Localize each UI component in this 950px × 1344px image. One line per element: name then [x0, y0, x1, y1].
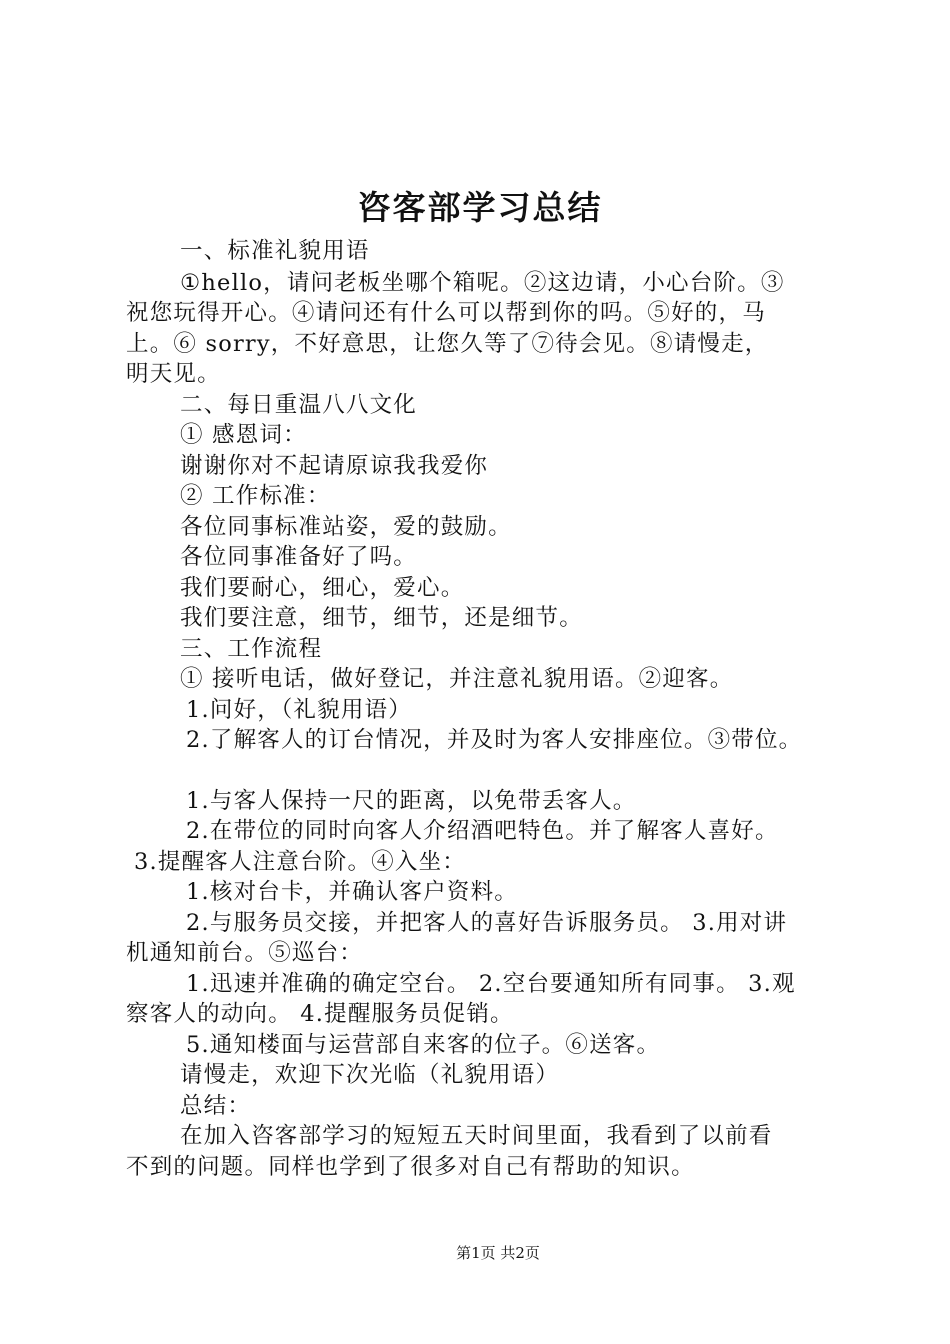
summary-heading: 总结：	[180, 1093, 252, 1119]
body-line: 5.通知楼面与运营部自来客的位子。⑥送客。	[186, 1032, 661, 1058]
body-line: 1.问好，（礼貌用语）	[186, 697, 412, 723]
body-line: 在加入咨客部学习的短短五天时间里面，我看到了以前看	[180, 1123, 773, 1149]
body-line: 明天见。	[126, 361, 221, 387]
body-line: 机通知前台。⑤巡台：	[126, 940, 364, 966]
body-line: 2.在带位的同时向客人介绍酒吧特色。并了解客人喜好。	[186, 818, 779, 844]
body-line: 谢谢你对不起请原谅我我爱你	[180, 453, 489, 479]
section-heading-3: 三、工作流程	[180, 636, 323, 662]
body-line: 我们要耐心，细心，爱心。	[180, 575, 465, 601]
body-line: ① 感恩词：	[180, 422, 307, 448]
body-line: 2.了解客人的订台情况，并及时为客人安排座位。③带位。	[186, 727, 803, 753]
body-line: ② 工作标准：	[180, 483, 331, 509]
document-title: 咨客部学习总结	[357, 188, 603, 227]
body-line: 上。⑥ sorry，不好意思，让您久等了⑦待会见。⑧请慢走，	[126, 331, 769, 357]
page-number-footer: 第1页 共2页	[456, 1244, 540, 1262]
body-line: ① 接听电话，做好登记，并注意礼貌用语。②迎客。	[180, 666, 734, 692]
body-line: ①hello，请问老板坐哪个箱呢。②这边请，小心台阶。③	[180, 270, 785, 296]
body-line: 各位同事标准站姿，爱的鼓励。	[180, 514, 512, 540]
body-line: 3.提醒客人注意台阶。④入坐：	[134, 849, 466, 875]
body-line: 察客人的动向。 4.提醒服务员促销。	[126, 1001, 514, 1027]
body-line: 2.与服务员交接，并把客人的喜好告诉服务员。 3.用对讲	[186, 910, 788, 936]
section-heading-1: 一、标准礼貌用语	[180, 238, 370, 264]
body-line: 不到的问题。同样也学到了很多对自己有帮助的知识。	[126, 1154, 695, 1180]
body-line: 请慢走，欢迎下次光临（礼貌用语）	[180, 1062, 560, 1088]
body-line: 我们要注意，细节，细节，还是细节。	[180, 605, 583, 631]
body-line: 1.迅速并准确的确定空台。 2.空台要通知所有同事。 3.观	[186, 971, 796, 997]
body-line: 1.核对台卡，并确认客户资料。	[186, 879, 518, 905]
body-line: 祝您玩得开心。④请问还有什么可以帮到你的吗。⑤好的，马	[126, 300, 766, 326]
body-line: 各位同事准备好了吗。	[180, 544, 418, 570]
section-heading-2: 二、每日重温八八文化	[180, 392, 418, 418]
body-line: 1.与客人保持一尺的距离，以免带丢客人。	[186, 788, 637, 814]
